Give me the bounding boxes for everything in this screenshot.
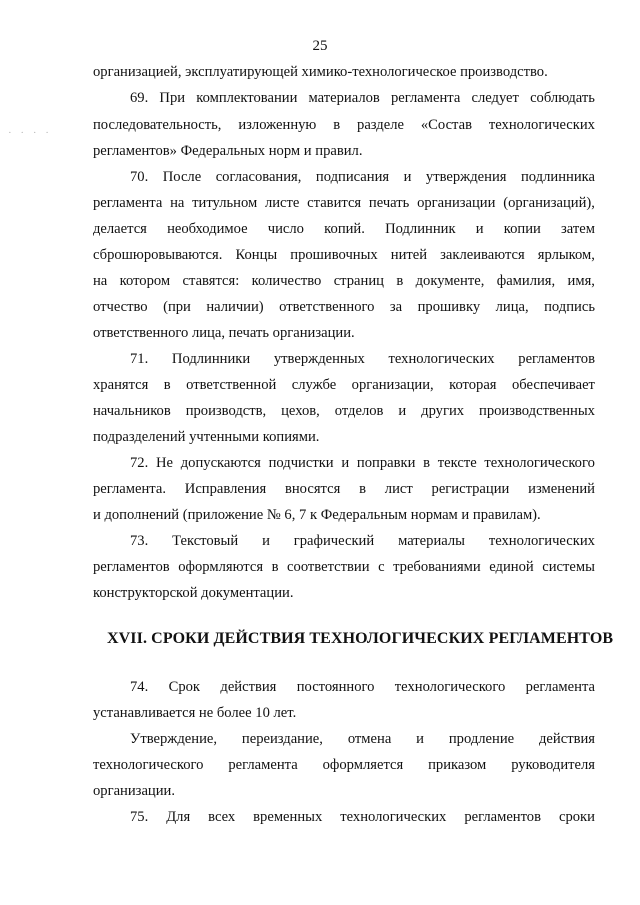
word: системы [542, 559, 595, 575]
word: технологических [488, 117, 595, 133]
word: затем [561, 221, 595, 237]
text-line [93, 482, 595, 497]
word: Срок [168, 679, 201, 695]
word: изложенную [238, 117, 317, 133]
word: Исправления [184, 481, 267, 497]
word: утвержденных [273, 351, 365, 367]
word: прошивку [417, 299, 481, 315]
word: (при [163, 299, 191, 315]
word: технологических [340, 809, 447, 825]
word: число [267, 221, 304, 237]
word: нитей [390, 247, 428, 263]
word: 71. [130, 351, 149, 367]
word: количество [251, 273, 322, 289]
word: 74. [130, 679, 149, 695]
word: в [423, 455, 431, 471]
word: наличии) [206, 299, 264, 315]
word: регламентов [518, 351, 595, 367]
word: цехов, [281, 403, 320, 419]
word: организации, [351, 377, 434, 393]
word: тексте [437, 455, 477, 471]
word: прошивочных [290, 247, 378, 263]
word: технологического [93, 757, 204, 773]
word: отчество [93, 299, 148, 315]
word: ответственной [186, 377, 277, 393]
word: и [262, 533, 270, 549]
word: технологических [488, 533, 595, 549]
text-line [130, 170, 595, 185]
word: следует [471, 90, 519, 106]
word: документе, [415, 273, 485, 289]
word: и [403, 169, 412, 185]
text-line: регламентов» Федеральных норм и правил. [93, 143, 363, 159]
word: сроки [558, 809, 595, 825]
word: Для [166, 809, 191, 825]
word: титульном [192, 195, 258, 211]
word: согласования, [215, 169, 302, 185]
page-number: 25 [312, 38, 328, 54]
word: фамилия, [496, 273, 556, 289]
word: в [163, 377, 171, 393]
word: лист [384, 481, 413, 497]
text-line [93, 560, 595, 575]
word: (организаций), [503, 195, 595, 211]
word: регламента [93, 195, 163, 211]
word: единой [489, 559, 534, 575]
word: Подлинники [171, 351, 251, 367]
word: отмена [347, 731, 392, 747]
text-line [130, 732, 595, 747]
word: поправки [356, 455, 416, 471]
word: руководителя [511, 757, 595, 773]
word: материалов [308, 90, 380, 106]
word: в [359, 481, 366, 497]
word: действия [539, 731, 595, 747]
word: При [159, 90, 186, 106]
word: сброшюровываются. [93, 247, 223, 263]
word: отделов [334, 403, 384, 419]
word: материалы [398, 533, 465, 549]
word: всех [208, 809, 236, 825]
word: копии [503, 221, 541, 237]
text-line [93, 378, 595, 393]
word: на [93, 273, 108, 289]
text-line [130, 352, 595, 367]
word: регламента [525, 679, 595, 695]
word: 70. [130, 169, 149, 185]
word: оформляются [178, 559, 264, 575]
word: подписания [315, 169, 390, 185]
section-heading: XVII. СРОКИ ДЕЙСТВИЯ ТЕХНОЛОГИЧЕСКИХ РЕГЛАМЕНТОВ [107, 630, 614, 647]
margin-scan-mark: · · · · [8, 127, 52, 139]
text-line [130, 680, 595, 695]
word: комплектовании [196, 90, 298, 106]
text-line: организации. [93, 783, 175, 799]
word: печать [368, 195, 410, 211]
word: других [421, 403, 465, 419]
word: изменений [528, 481, 595, 497]
word: начальников [93, 403, 171, 419]
text-line [93, 404, 595, 419]
text-line [93, 196, 595, 211]
word: утверждения [425, 169, 507, 185]
word: обеспечивает [511, 377, 595, 393]
word: регламента [390, 90, 461, 106]
text-line [130, 91, 595, 106]
word: технологических [388, 351, 495, 367]
word: Не [155, 455, 174, 471]
word: После [162, 169, 202, 185]
word: копий. [324, 221, 365, 237]
text-line [130, 456, 595, 471]
text-line: подразделений учтенными копиями. [93, 429, 320, 445]
word: на [170, 195, 185, 211]
word: допускаются [180, 455, 261, 471]
word: регламента. [93, 481, 166, 497]
text-line [130, 534, 595, 549]
word: и [475, 221, 484, 237]
word: страниц [333, 273, 384, 289]
word: подпись [544, 299, 595, 315]
word: соблюдать [530, 90, 595, 106]
word: вносятся [284, 481, 341, 497]
word: ярлыком, [537, 247, 595, 263]
word: в [271, 559, 279, 575]
word: котором [119, 273, 171, 289]
word: лица, [495, 299, 529, 315]
word: в [396, 273, 404, 289]
word: заклеиваются [440, 247, 525, 263]
word: регламента [228, 757, 298, 773]
text-line: устанавливается не более 10 лет. [93, 705, 297, 721]
text-line [93, 222, 595, 237]
word: продление [448, 731, 515, 747]
word: Утверждение, [130, 731, 218, 747]
word: Подлинник [385, 221, 456, 237]
word: ставятся: [182, 273, 240, 289]
word: Текстовый [172, 533, 239, 549]
word: соответствии [287, 559, 370, 575]
word: «Состав [420, 117, 472, 133]
word: 75. [130, 809, 149, 825]
word: технологического [484, 455, 595, 471]
word: переиздание, [241, 731, 323, 747]
word: регламентов [464, 809, 541, 825]
word: производств, [185, 403, 267, 419]
word: разделе [357, 117, 404, 133]
word: временных [253, 809, 323, 825]
text-line [93, 118, 595, 133]
word: оформляется [322, 757, 404, 773]
word: листе [264, 195, 300, 211]
word: 72. [130, 455, 149, 471]
word: графический [293, 533, 375, 549]
text-line: конструкторской документации. [93, 585, 294, 601]
word: в [333, 117, 341, 133]
word: службе [291, 377, 337, 393]
word: подчистки [268, 455, 334, 471]
word: требованиями [393, 559, 481, 575]
word: хранятся [93, 377, 149, 393]
text-line [93, 274, 595, 289]
word: за [389, 299, 403, 315]
word: ставится [307, 195, 362, 211]
word: действия [220, 679, 277, 695]
text-line [93, 758, 595, 773]
word: которая [449, 377, 497, 393]
word: подлинника [521, 169, 595, 185]
text-line [130, 810, 595, 825]
text-line: ответственного лица, печать организации. [93, 325, 355, 341]
text-line [93, 300, 595, 315]
word: Концы [235, 247, 278, 263]
word: технологического [394, 679, 506, 695]
word: с [378, 559, 385, 575]
word: постоянного [296, 679, 375, 695]
word: производственных [479, 403, 595, 419]
word: и [416, 731, 424, 747]
word: 73. [130, 533, 149, 549]
word: 69. [130, 90, 149, 106]
word: ответственного [279, 299, 375, 315]
word: имя, [567, 273, 595, 289]
text-line [93, 248, 595, 263]
word: организации [417, 195, 496, 211]
word: и [341, 455, 350, 471]
word: последовательность, [93, 117, 222, 133]
text-line: и дополнений (приложение № 6, 7 к Федеральным нормам и правилам). [93, 507, 541, 523]
word: приказом [428, 757, 487, 773]
text-line: организацией, эксплуатирующей химико-технологическое производство. [93, 64, 548, 80]
word: и [398, 403, 407, 419]
word: делается [93, 221, 147, 237]
word: необходимое [167, 221, 248, 237]
word: регистрации [431, 481, 510, 497]
word: регламентов [93, 559, 170, 575]
